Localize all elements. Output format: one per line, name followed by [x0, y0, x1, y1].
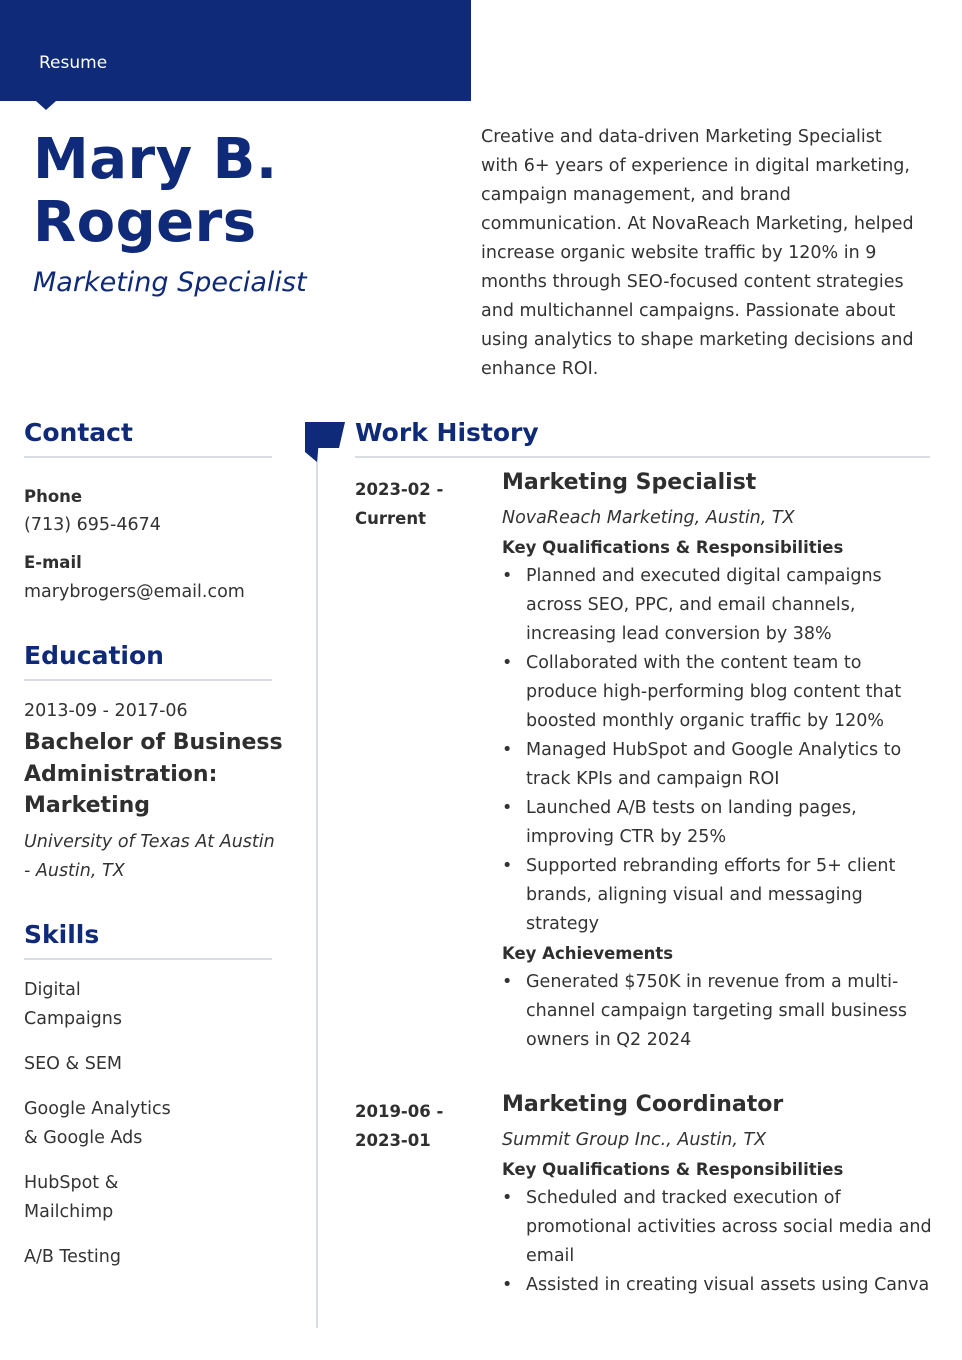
bullet-item: • Supported rebranding efforts for 5+ client brands, aligning visual and messaging strategy: [502, 852, 932, 939]
bullet-item: • Planned and executed digital campaigns across SEO, PPC, and email channels, increasing lead conversion by 38%: [502, 562, 932, 649]
job-title: Marketing Coordinator: [502, 1092, 784, 1117]
header-bar: [0, 0, 471, 101]
email-value: marybrogers@email.com: [24, 582, 245, 602]
skill-item: Digital Campaigns: [24, 980, 123, 1029]
person-title: Marketing Specialist: [33, 267, 307, 298]
education-dates: 2013-09 - 2017-06: [24, 701, 188, 721]
job-dates: 2019-06 - 2023-01: [355, 1102, 444, 1150]
phone-label: Phone: [24, 487, 83, 506]
responsibilities-list: [502, 1184, 932, 1300]
achievements-heading: Key Achievements: [502, 944, 674, 963]
job-company: Summit Group Inc., Austin, TX: [502, 1130, 767, 1150]
skill-item: SEO & SEM: [24, 1054, 122, 1074]
contact-heading: Contact: [24, 418, 133, 447]
skills-rule: [24, 958, 272, 960]
education-degree: Bachelor of Business Administration: Marketing: [24, 730, 283, 818]
header-notch: [36, 101, 56, 110]
summary: Creative and data-driven Marketing Specialist with 6+ years of experience in digital marketing, campaign management, and brand communication. At NovaReach Marketing, helped increase organic website traffic by 120% in 9 months through SEO-focused content strategies and multichannel campaigns. Passionate about using analytics to shape marketing decisions and enhance ROI.: [481, 127, 914, 379]
responsibilities-heading: Key Qualifications & Responsibilities: [502, 538, 844, 557]
education-rule: [24, 679, 272, 681]
email-label: E-mail: [24, 553, 82, 572]
flag-icon: [305, 422, 345, 462]
responsibilities-heading: Key Qualifications & Responsibilities: [502, 1160, 844, 1179]
work-rule: [355, 456, 930, 458]
person-name: Mary B. Rogers: [33, 127, 278, 255]
job-body: [502, 470, 932, 1055]
skills-heading: Skills: [24, 920, 100, 949]
bullet-item: • Scheduled and tracked execution of promotional activities across social media and email: [502, 1184, 932, 1271]
resume-label: Resume: [39, 53, 108, 73]
column-divider: [316, 452, 318, 1328]
job-title: Marketing Specialist: [502, 470, 757, 495]
phone-value: (713) 695-4674: [24, 515, 161, 535]
education-heading: Education: [24, 641, 164, 670]
skills-list: [24, 976, 174, 1288]
bullet-item: • Launched A/B tests on landing pages, improving CTR by 25%: [502, 794, 932, 852]
contact-rule: [24, 456, 272, 458]
bullet-item: • Collaborated with the content team to produce high-performing blog content that boosted monthly organic traffic by 120%: [502, 649, 932, 736]
education-school: University of Texas At Austin - Austin, TX: [24, 832, 275, 881]
job-dates: 2023-02 - Current: [355, 480, 444, 528]
bullet-item: • Assisted in creating visual assets using Canva: [502, 1271, 932, 1300]
achievements-list: [502, 968, 932, 1055]
job-company: NovaReach Marketing, Austin, TX: [502, 508, 795, 528]
job-body: [502, 1092, 932, 1300]
bullet-item: • Generated $750K in revenue from a multi-channel campaign targeting small business owners in Q2 2024: [502, 968, 932, 1055]
skill-item: A/B Testing: [24, 1247, 121, 1267]
work-heading: Work History: [355, 418, 539, 447]
skill-item: Google Analytics & Google Ads: [24, 1099, 171, 1148]
bullet-item: • Managed HubSpot and Google Analytics to track KPIs and campaign ROI: [502, 736, 932, 794]
skill-item: HubSpot & Mailchimp: [24, 1173, 119, 1222]
responsibilities-list: [502, 562, 932, 939]
